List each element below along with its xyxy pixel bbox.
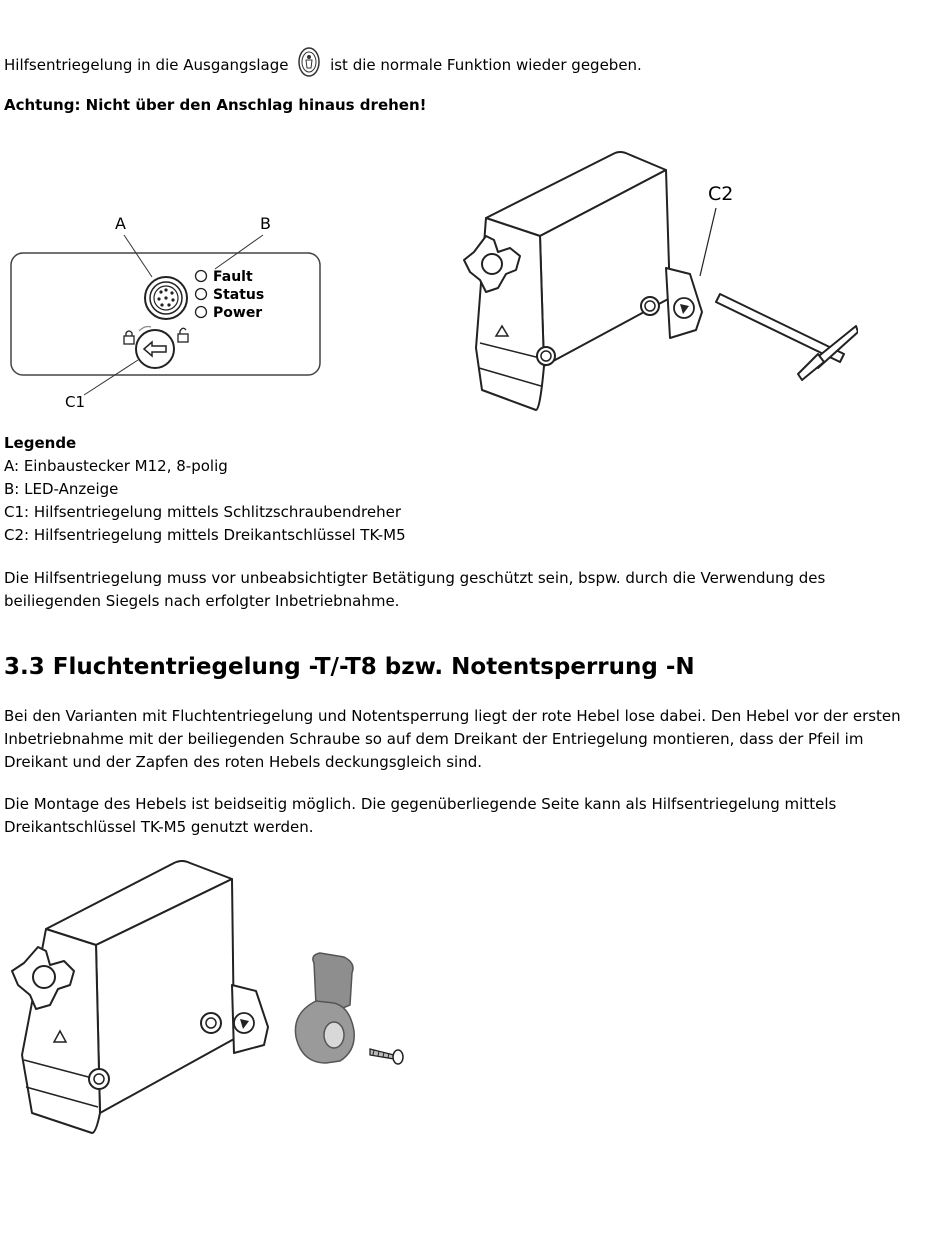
lever-icon [295,953,354,1063]
screw-icon [370,1049,403,1064]
section-heading: 3.3 Fluchtentriegelung -T/-T8 bzw. Notentsperrung -N [4,654,695,680]
warning-text: Achtung: Nicht über den Anschlag hinaus drehen! [4,96,427,114]
housing-key-figure [458,148,858,418]
protection-note-line1: Die Hilfsentriegelung muss vor unbeabsichtigter Betätigung geschützt sein, bspw. durch die Verwendung des [4,569,826,587]
led-fault-label: Fault [213,269,253,285]
housing-lever-figure [4,855,414,1140]
intro-text-before: Hilfsentriegelung in die Ausgangslage [4,56,289,74]
led-status-label: Status [213,287,265,303]
label-b: B [260,214,271,233]
section-para1-line1: Bei den Varianten mit Fluchtentriegelung und Notentsperrung liegt der rote Hebel lose dabei. Den Hebel vor der ersten [4,707,901,725]
intro-line [4,46,642,78]
led-power-label: Power [213,305,263,321]
housing-body-2 [22,861,268,1133]
led-power-icon [196,307,207,318]
label-c2: C2 [708,183,734,205]
front-panel-figure [4,205,334,415]
legend-item-b: B: LED-Anzeige [4,480,119,498]
led-fault-icon [196,271,207,282]
intro-text-after: ist die normale Funktion wieder gegeben. [330,56,642,74]
legend-title: Legende [4,434,77,452]
legend-item-a: A: Einbaustecker M12, 8-polig [4,457,228,475]
section-para2-line1: Die Montage des Hebels ist beidseitig möglich. Die gegenüberliegende Seite kann als Hilfsentriegelung mittels [4,795,837,813]
label-a: A [115,214,126,233]
key-slot-icon [674,298,694,318]
led-status-icon [196,289,207,300]
triangular-key-icon [716,294,858,380]
housing-body [476,152,702,410]
protection-note-line2: beiliegenden Siegels nach erfolgter Inbetriebnahme. [4,592,400,610]
section-para2-line2: Dreikantschlüssel TK-M5 genutzt werden. [4,818,314,836]
aux-release-knob-icon [136,330,174,368]
legend-item-c2: C2: Hilfsentriegelung mittels Dreikantschlüssel TK-M5 [4,526,406,544]
section-para1-line3: Dreikant und der Zapfen des roten Hebels deckungsgleich sind. [4,753,483,771]
m12-connector-icon [145,277,187,319]
label-c1: C1 [65,393,86,411]
section-para1-line2: Inbetriebnahme mit der beiliegenden Schraube so auf dem Dreikant der Entriegelung montieren, dass der Pfeil im [4,730,864,748]
legend-item-c1: C1: Hilfsentriegelung mittels Schlitzschraubendreher [4,503,402,521]
key-slot-icon-2 [234,1013,254,1033]
lock-position-icon [296,46,322,78]
